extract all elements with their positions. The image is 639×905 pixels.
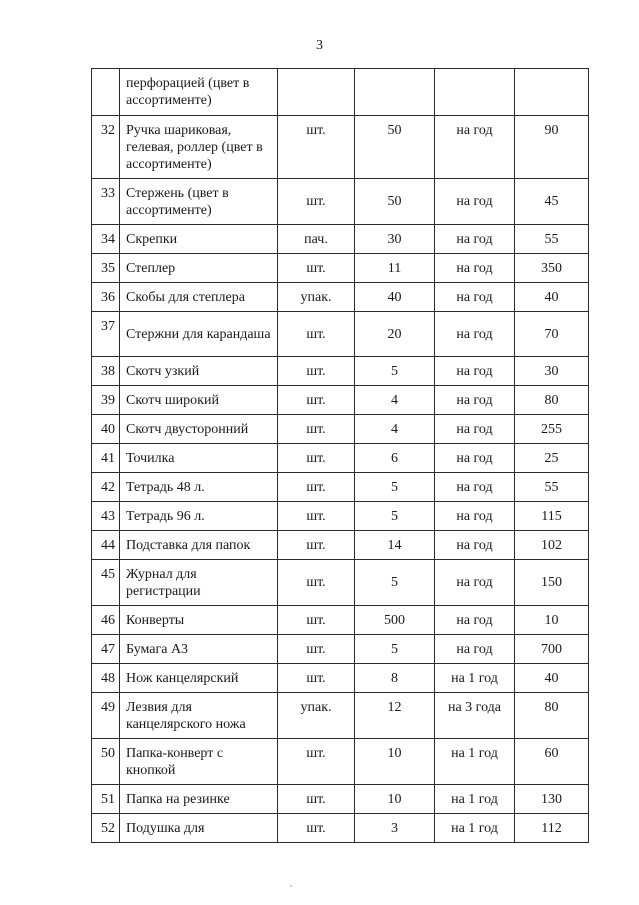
cell-item-name: Нож канцелярский bbox=[120, 664, 278, 693]
cell-unit: шт. bbox=[278, 531, 355, 560]
cell-number: 50 bbox=[92, 739, 120, 785]
table-row bbox=[92, 785, 589, 814]
cell-number: 45 bbox=[92, 560, 120, 606]
cell-price: 55 bbox=[515, 473, 589, 502]
cell-term: на 1 год bbox=[435, 785, 515, 814]
cell-number bbox=[92, 69, 120, 116]
cell-term: на год bbox=[435, 606, 515, 635]
cell-price bbox=[515, 69, 589, 116]
cell-quantity: 5 bbox=[355, 357, 435, 386]
cell-unit: пач. bbox=[278, 225, 355, 254]
cell-term: на год bbox=[435, 179, 515, 225]
cell-term: на год bbox=[435, 635, 515, 664]
cell-unit: шт. bbox=[278, 312, 355, 357]
cell-unit: шт. bbox=[278, 179, 355, 225]
cell-price: 102 bbox=[515, 531, 589, 560]
table-row bbox=[92, 473, 589, 502]
cell-price: 25 bbox=[515, 444, 589, 473]
cell-quantity: 11 bbox=[355, 254, 435, 283]
cell-item-name: Подушка для bbox=[120, 814, 278, 843]
cell-item-name: Скотч двусторонний bbox=[120, 415, 278, 444]
cell-quantity: 5 bbox=[355, 560, 435, 606]
cell-unit: шт. bbox=[278, 116, 355, 179]
cell-item-name: Скотч узкий bbox=[120, 357, 278, 386]
cell-unit: упак. bbox=[278, 283, 355, 312]
cell-quantity: 12 bbox=[355, 693, 435, 739]
cell-item-name: Подставка для папок bbox=[120, 531, 278, 560]
cell-item-name: Лезвия для канцелярского ножа bbox=[120, 693, 278, 739]
cell-item-name: Тетрадь 48 л. bbox=[120, 473, 278, 502]
cell-number: 40 bbox=[92, 415, 120, 444]
scan-speck bbox=[290, 885, 292, 887]
cell-quantity: 4 bbox=[355, 386, 435, 415]
table-row bbox=[92, 693, 589, 739]
cell-unit: шт. bbox=[278, 415, 355, 444]
cell-term: на 1 год bbox=[435, 739, 515, 785]
table-row bbox=[92, 225, 589, 254]
cell-number: 38 bbox=[92, 357, 120, 386]
cell-price: 30 bbox=[515, 357, 589, 386]
cell-term: на год bbox=[435, 283, 515, 312]
cell-quantity: 10 bbox=[355, 739, 435, 785]
table-body bbox=[92, 69, 589, 843]
cell-unit: шт. bbox=[278, 814, 355, 843]
cell-quantity: 8 bbox=[355, 664, 435, 693]
cell-quantity: 50 bbox=[355, 179, 435, 225]
cell-price: 10 bbox=[515, 606, 589, 635]
cell-number: 52 bbox=[92, 814, 120, 843]
table-row bbox=[92, 814, 589, 843]
cell-item-name: Скотч широкий bbox=[120, 386, 278, 415]
cell-unit: шт. bbox=[278, 739, 355, 785]
cell-quantity: 5 bbox=[355, 635, 435, 664]
cell-price: 90 bbox=[515, 116, 589, 179]
cell-quantity: 5 bbox=[355, 502, 435, 531]
cell-quantity: 3 bbox=[355, 814, 435, 843]
table-row bbox=[92, 635, 589, 664]
cell-quantity bbox=[355, 69, 435, 116]
cell-item-name: Стержень (цвет в ассортименте) bbox=[120, 179, 278, 225]
cell-term: на год bbox=[435, 254, 515, 283]
cell-quantity: 30 bbox=[355, 225, 435, 254]
cell-price: 40 bbox=[515, 664, 589, 693]
cell-number: 37 bbox=[92, 312, 120, 357]
cell-quantity: 6 bbox=[355, 444, 435, 473]
cell-number: 43 bbox=[92, 502, 120, 531]
table-row bbox=[92, 606, 589, 635]
cell-item-name: перфорацией (цвет в ассортименте) bbox=[120, 69, 278, 116]
cell-unit: шт. bbox=[278, 386, 355, 415]
cell-quantity: 500 bbox=[355, 606, 435, 635]
cell-item-name: Скрепки bbox=[120, 225, 278, 254]
table-row bbox=[92, 502, 589, 531]
cell-item-name: Скобы для степлера bbox=[120, 283, 278, 312]
cell-term: на год bbox=[435, 560, 515, 606]
cell-unit bbox=[278, 69, 355, 116]
cell-number: 36 bbox=[92, 283, 120, 312]
cell-term: на год bbox=[435, 386, 515, 415]
cell-term: на год bbox=[435, 312, 515, 357]
cell-term: на год bbox=[435, 415, 515, 444]
table-row bbox=[92, 415, 589, 444]
cell-item-name: Точилка bbox=[120, 444, 278, 473]
cell-quantity: 20 bbox=[355, 312, 435, 357]
cell-number: 48 bbox=[92, 664, 120, 693]
cell-price: 130 bbox=[515, 785, 589, 814]
cell-number: 46 bbox=[92, 606, 120, 635]
cell-number: 33 bbox=[92, 179, 120, 225]
table-row bbox=[92, 386, 589, 415]
cell-number: 41 bbox=[92, 444, 120, 473]
table-row bbox=[92, 739, 589, 785]
cell-number: 51 bbox=[92, 785, 120, 814]
cell-unit: шт. bbox=[278, 444, 355, 473]
cell-price: 55 bbox=[515, 225, 589, 254]
cell-term: на 1 год bbox=[435, 664, 515, 693]
cell-unit: шт. bbox=[278, 785, 355, 814]
cell-item-name: Ручка шариковая, гелевая, роллер (цвет в ассортименте) bbox=[120, 116, 278, 179]
cell-term: на 3 года bbox=[435, 693, 515, 739]
cell-unit: шт. bbox=[278, 357, 355, 386]
table-row bbox=[92, 254, 589, 283]
cell-quantity: 40 bbox=[355, 283, 435, 312]
cell-price: 112 bbox=[515, 814, 589, 843]
cell-number: 42 bbox=[92, 473, 120, 502]
table-row bbox=[92, 312, 589, 357]
cell-price: 80 bbox=[515, 693, 589, 739]
cell-term: на 1 год bbox=[435, 814, 515, 843]
cell-term: на год bbox=[435, 502, 515, 531]
cell-term: на год bbox=[435, 116, 515, 179]
table-row bbox=[92, 664, 589, 693]
cell-unit: шт. bbox=[278, 473, 355, 502]
cell-term: на год bbox=[435, 531, 515, 560]
cell-price: 80 bbox=[515, 386, 589, 415]
cell-price: 255 bbox=[515, 415, 589, 444]
cell-item-name: Папка-конверт с кнопкой bbox=[120, 739, 278, 785]
cell-unit: шт. bbox=[278, 254, 355, 283]
cell-price: 45 bbox=[515, 179, 589, 225]
cell-price: 70 bbox=[515, 312, 589, 357]
table-row bbox=[92, 69, 589, 116]
cell-unit: шт. bbox=[278, 664, 355, 693]
table-row bbox=[92, 179, 589, 225]
cell-term bbox=[435, 69, 515, 116]
table-row bbox=[92, 357, 589, 386]
cell-quantity: 5 bbox=[355, 473, 435, 502]
cell-quantity: 4 bbox=[355, 415, 435, 444]
cell-number: 32 bbox=[92, 116, 120, 179]
cell-price: 40 bbox=[515, 283, 589, 312]
table-row bbox=[92, 444, 589, 473]
page-number: 3 bbox=[316, 38, 323, 53]
cell-quantity: 14 bbox=[355, 531, 435, 560]
cell-item-name: Тетрадь 96 л. bbox=[120, 502, 278, 531]
cell-unit: упак. bbox=[278, 693, 355, 739]
cell-item-name: Степлер bbox=[120, 254, 278, 283]
cell-unit: шт. bbox=[278, 560, 355, 606]
cell-term: на год bbox=[435, 225, 515, 254]
table-row bbox=[92, 283, 589, 312]
supplies-table bbox=[91, 68, 589, 843]
cell-price: 700 bbox=[515, 635, 589, 664]
cell-number: 39 bbox=[92, 386, 120, 415]
cell-item-name: Папка на резинке bbox=[120, 785, 278, 814]
cell-term: на год bbox=[435, 473, 515, 502]
cell-number: 47 bbox=[92, 635, 120, 664]
cell-price: 60 bbox=[515, 739, 589, 785]
cell-price: 150 bbox=[515, 560, 589, 606]
table-row bbox=[92, 116, 589, 179]
cell-term: на год bbox=[435, 357, 515, 386]
cell-item-name: Стержни для карандаша bbox=[120, 312, 278, 357]
cell-unit: шт. bbox=[278, 502, 355, 531]
cell-item-name: Конверты bbox=[120, 606, 278, 635]
cell-unit: шт. bbox=[278, 606, 355, 635]
table-row bbox=[92, 560, 589, 606]
cell-quantity: 10 bbox=[355, 785, 435, 814]
cell-price: 115 bbox=[515, 502, 589, 531]
cell-price: 350 bbox=[515, 254, 589, 283]
cell-number: 35 bbox=[92, 254, 120, 283]
cell-number: 44 bbox=[92, 531, 120, 560]
cell-item-name: Бумага А3 bbox=[120, 635, 278, 664]
cell-quantity: 50 bbox=[355, 116, 435, 179]
cell-term: на год bbox=[435, 444, 515, 473]
table-row bbox=[92, 531, 589, 560]
cell-unit: шт. bbox=[278, 635, 355, 664]
cell-number: 49 bbox=[92, 693, 120, 739]
cell-item-name: Журнал для регистрации bbox=[120, 560, 278, 606]
cell-number: 34 bbox=[92, 225, 120, 254]
